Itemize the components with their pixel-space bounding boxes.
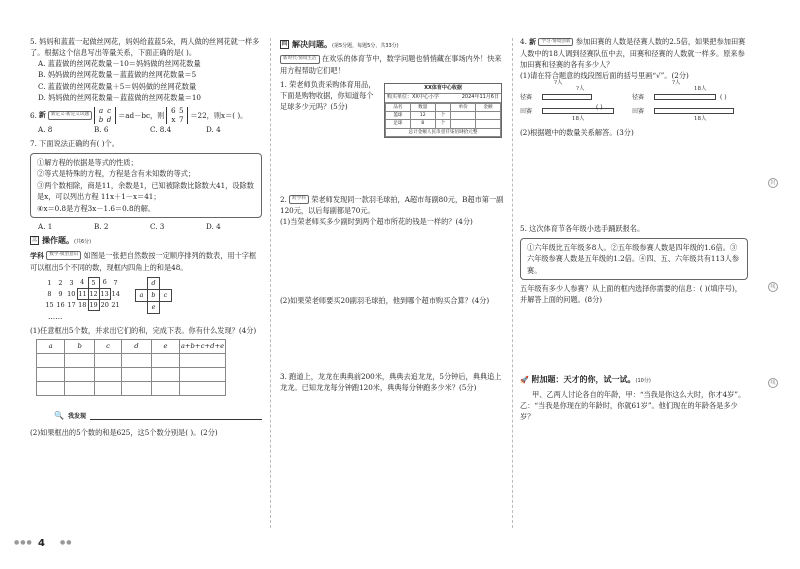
problem-5-question: 五年级有多少人参赛？从上面的框内选择你需要的信息：( )(填序号)，并解答上面的问题。(8分) xyxy=(520,284,742,305)
question-number: 6. xyxy=(30,111,37,120)
q7-options: A. 1 B. 2 C. 3 D. 4 xyxy=(38,222,221,232)
receipt: XX体育中心收据 购买单位：XX中心小学 2024年11月6日 品名 数量 单价 金额 篮球 12 个 足球 8 个 总计金额人民币壹仟柒佰肆拾元整 xyxy=(384,83,502,138)
question-tag: 数学·模型意识 xyxy=(46,251,81,260)
column-right xyxy=(520,36,748,536)
option-b: B. 妈妈做的丝网花数量－蓝蓝做的丝网花数量＝5 xyxy=(38,70,197,80)
column-divider xyxy=(270,38,271,528)
problem-4-sub2: (2)根据题中的数量关系解答。(3分) xyxy=(520,128,634,138)
field-bar xyxy=(542,108,614,114)
receipt-title: XX体育中心收据 xyxy=(385,84,501,95)
sub-question-2: (2)如果框出的5个数的和是625，这5个数分别是( )。(2分) xyxy=(30,427,218,437)
formula-end: ＝22，则x＝( )。 xyxy=(190,111,248,120)
table-row[interactable] xyxy=(37,354,226,368)
section-3-heading: 三 操作题。(共6分) xyxy=(31,236,92,246)
new-badge: 新 xyxy=(529,38,537,46)
problem-5: 5. 这次体育节各年级小选手踊跃报名。 ①六年级比五年级多8人。②五年级参赛人数是四年级的1.6倍。③六年级参赛人数是五年级的1.2倍。④四、五、六年级共有113人参赛。 五年级有多少人参赛？从上面的框内选择你需要的信息：( )(填序号)，并解答上面的问题。(8分) xyxy=(520,223,748,371)
q6-options: A. 8 B. 6 C. 8.4 D. 4 xyxy=(38,125,221,135)
statement-3: ③两个数相除，商是11，余数是1，已知被除数比除数大41，设除数是x，可以列出方程 11x＋1－x＝41； xyxy=(37,180,254,202)
field-bar xyxy=(654,108,734,114)
answer-space[interactable] xyxy=(520,305,748,371)
problem-1-stem: 1. 荣老师负责采购体育用品，下面是购物收据，你知道每个足球多少元吗？(5分) xyxy=(280,79,376,112)
column-middle xyxy=(280,36,506,536)
operation-text: 如图是一张把自然数按一定顺序排列的数表，用十字框可以框出5个不同的数，现框内四角上的和是48。 xyxy=(30,250,257,272)
option-a: A. 蓝蓝做的丝网花数量－10＝妈妈做的丝网花数量 xyxy=(38,59,201,69)
line-diagrams xyxy=(520,81,748,127)
question-7-stem: 7. 下面说法正确的有( )个。 xyxy=(30,139,119,149)
subject-badge: 学科 xyxy=(30,251,44,260)
diagram-b: ?人 18人 径赛 田赛 18人 ( ) xyxy=(632,81,748,127)
question-5-stem: 5. 妈妈和蓝蓝一起做丝网花，妈妈给蓝蓝5朵，两人做的丝网花就一样多了。根据这个信息写出等量关系，下面正确的是( )。 xyxy=(30,37,260,58)
check-paren[interactable]: ( ) xyxy=(596,104,603,112)
binding-mark: 封 xyxy=(768,178,778,188)
problem-2: 2. 跨学科 荣老师发现同一款羽毛球拍，A超市每副80元，B超市第一副120元，以后每副都是70元。 (1)当荣老师买多少副时到两个超市所花的钱是一样的？(4分) (2)如果荣老师要买20副羽毛球拍，他到哪个超市购买合算？(4分) xyxy=(280,194,506,369)
answer-space[interactable] xyxy=(520,138,748,220)
question-tag: 学习·情境创新 xyxy=(538,38,573,47)
matrix-2: 6 5 x 7 xyxy=(166,107,188,124)
problem-3: 3. 跑道上，龙龙在典典前200米，典典去追龙龙，5分钟后，典典追上龙龙。已知龙龙每分钟跑120米，典典每分钟跑多少米？(5分) xyxy=(280,372,502,393)
question-tag: 跨学科 xyxy=(289,195,309,204)
statement-4: ④x＝0.8是方程3x－1.6＝0.8的解。 xyxy=(37,203,156,213)
problem-2-sub1: (1)当荣老师买多少副时到两个超市所花的钱是一样的？(4分) xyxy=(280,217,473,227)
bonus-question: 🚀 附加题：天才的你，试一试。(10分) 甲、乙两人讨论各自的年龄，甲：“当我是你这么大时，你才4岁”。乙：“当我是你现在的年龄时，你就61岁”。他们现在的年龄各是多少岁？ xyxy=(520,375,746,422)
magnifier-icon: 🔍 xyxy=(54,411,64,421)
diagram-a: ?人 ?人 径赛 田赛 18人 ( ) xyxy=(520,81,620,127)
section-icon: 三 xyxy=(31,237,37,244)
new-badge: 新 xyxy=(38,111,46,120)
check-paren[interactable]: ( ) xyxy=(720,94,727,102)
question-6 xyxy=(30,107,262,135)
page-dots-left: ●●● xyxy=(14,538,33,546)
sub-question-1: (1)任意框出5个数，并求出它们的和，完成下表。你有什么发现？(4分) xyxy=(30,326,257,335)
option-d: D. 妈妈做的丝网花数量－蓝蓝做的丝网花数量＝10 xyxy=(38,92,201,102)
problem-2-sub2: (2)如果荣老师要买20副羽毛球拍，他到哪个超市购买合算？(4分) xyxy=(280,296,490,306)
intro: 新时代·情境生活 在欢乐的体育节中，数学问题也悄悄藏在事场内外！快来用方程帮助它们吧！ xyxy=(280,54,502,75)
section-icon: 四 xyxy=(281,41,287,47)
answer-table: a b c d e a+b+c+d+e xyxy=(36,339,226,396)
column-divider xyxy=(512,38,513,528)
problem-1 xyxy=(280,79,506,191)
table-row[interactable] xyxy=(37,382,226,396)
rocket-icon: 🚀 xyxy=(520,376,529,385)
question-5 xyxy=(30,36,262,103)
finding-line: 🔍 我发现 xyxy=(54,410,262,422)
page-dots-right: ●● xyxy=(60,538,73,546)
track-bar xyxy=(542,94,592,100)
question-tag: 新定义·新定义试题 xyxy=(48,111,92,120)
binding-mark: 线 xyxy=(768,282,778,292)
track-bar xyxy=(654,94,716,100)
receipt-total: 总计金额人民币壹仟柒佰肆拾元整 xyxy=(386,128,501,136)
page-number: 4 xyxy=(38,537,45,549)
formula-mid: ＝ad－bc，则 xyxy=(118,111,165,120)
question-7 xyxy=(30,138,262,232)
cross-frame: d a b c e xyxy=(135,277,172,314)
matrix-1: a c b d xyxy=(94,107,116,124)
problem-4-sub1: (1)请在符合题意的线段图后面的括号里画“√”。(2分) xyxy=(520,71,689,81)
answer-space[interactable] xyxy=(280,306,506,368)
option-c: C. 蓝蓝做的丝网花数量＋5＝妈妈做的丝网花数量 xyxy=(38,81,197,91)
info-box: ①六年级比五年级多8人。②五年级参赛人数是四年级的1.6倍。③六年级参赛人数是五年级的1.2倍。④四、五、六年级共有113人参赛。 xyxy=(520,238,748,281)
answer-line[interactable] xyxy=(90,412,262,420)
section-4-heading: 四 解决问题。(第5分题，每题5分，共33分) xyxy=(281,40,399,49)
statement-2: ②等式是特殊的方程，方程是含有未知数的等式； xyxy=(37,169,196,179)
question-tag: 新时代·情境生活 xyxy=(280,55,320,64)
statement-1: ①解方程的依据是等式的性质； xyxy=(37,157,138,167)
statements-box xyxy=(30,153,262,219)
binding-mark: 线 xyxy=(768,378,778,388)
operation-question xyxy=(30,250,262,438)
column-left xyxy=(30,36,262,536)
problem-4: 4. 新 学习·情境创新 参加田赛的人数是径赛人数的2.5倍，如果把参加田赛人数中的18人调到径赛队伍中去，田赛和径赛的人数就一样多。原来参加田赛和径赛的各有多少人？ (1)请在符合题意的线段图后面的括号里画“√”。(2分) ?人 ?人 径赛 田赛 18人 ( ) ?人 18人 径赛 田赛 18人 ( ) (2)根据题中的数量关系解答。(3分) xyxy=(520,36,748,220)
number-table: 1 2 3 4 5 6 7 8 9 10 11 12 13 14 15 16 17 18 19 20 21 …… xyxy=(45,278,120,321)
answer-space[interactable] xyxy=(280,227,506,295)
table-row[interactable] xyxy=(37,368,226,382)
